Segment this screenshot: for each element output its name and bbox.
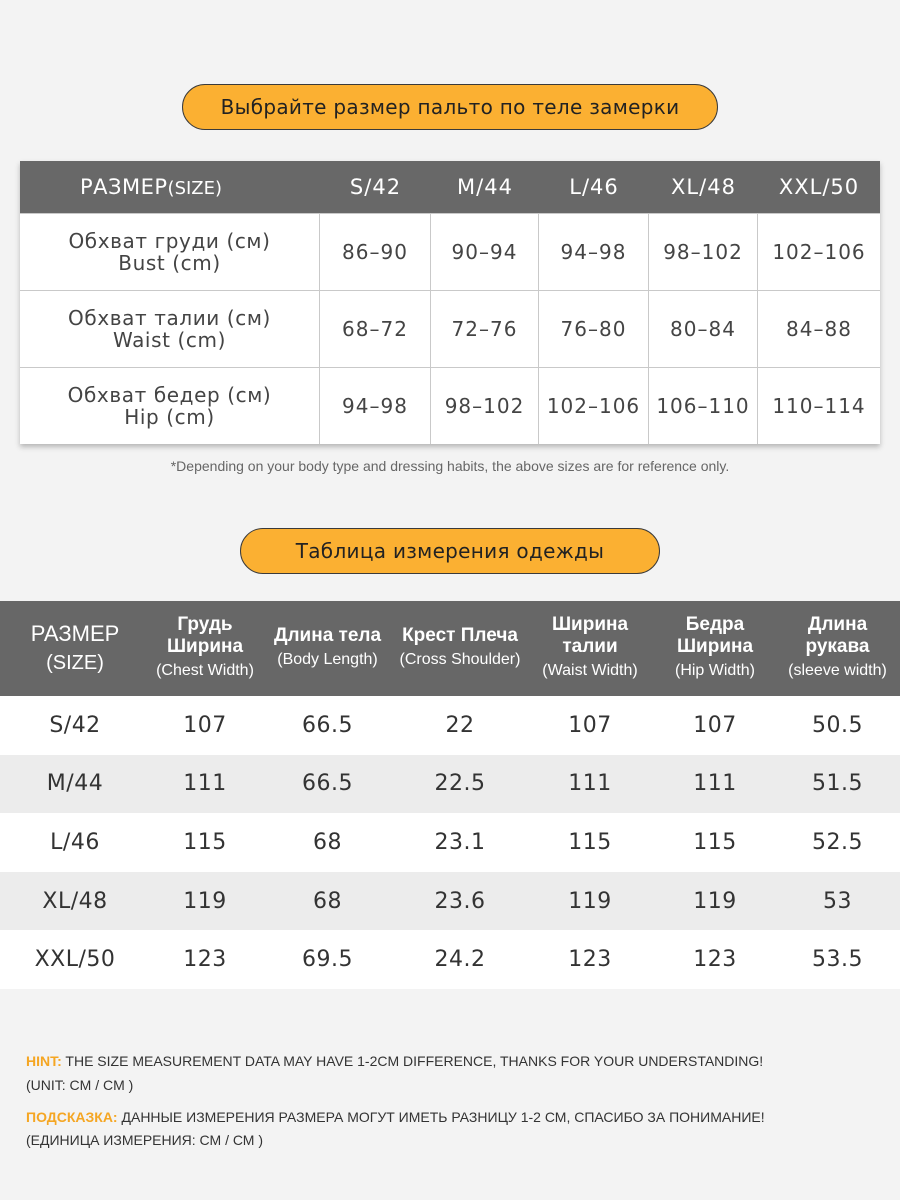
table-cell: 98–102 [649,214,758,290]
table-cell: 123 [183,947,227,973]
header-size [0,601,150,696]
hint-english [26,1053,763,1069]
header-en: (Hip Width) [674,662,755,679]
table-cell: 110–114 [772,394,866,418]
hint-tag: HINT: [26,1053,62,1069]
table-cell: 72–76 [431,291,539,367]
table-cell: 23.6 [434,888,486,914]
header-en: (SIZE) [46,652,104,674]
table-cell: 69.5 [302,947,353,973]
table-cell: 111 [183,771,227,797]
table-row [0,872,900,931]
hint-tag: ПОДСКАЗКА: [26,1109,118,1125]
table-cell: 80–84 [649,291,758,367]
size-col-l: L/46 [569,175,619,199]
size-col-xl: XL/48 [671,175,736,199]
row-label-ru: Обхват талии (см) [68,306,271,330]
table-cell: 52.5 [812,829,863,855]
size-col-xxl: XXL/50 [778,175,860,199]
garment-table-header [0,601,900,696]
header-body-length [260,601,395,696]
table-row [20,367,880,444]
table-cell: 50.5 [812,712,863,738]
hint-russian [26,1109,765,1125]
table-cell: 68 [313,888,342,914]
table-cell: 76–80 [539,291,649,367]
unit-russian: (ЕДИНИЦА ИЗМЕРЕНИЯ: СМ / СМ ) [26,1132,264,1148]
header-en: (Waist Width) [542,662,638,679]
table-cell: 68 [313,829,342,855]
table-cell: 24.2 [434,947,486,973]
table-cell: 22.5 [434,771,486,797]
table-cell: 119 [693,888,737,914]
table-cell: 107 [183,712,227,738]
table-cell: 102–106 [772,240,866,264]
table-cell: 123 [568,947,612,973]
header-chest-width [150,601,260,696]
table-row [0,813,900,872]
header-en: (Chest Width) [156,662,254,679]
table-cell: 84–88 [786,317,852,341]
table-row [20,290,880,367]
header-ru: Длина рукава [805,614,870,657]
table-cell: 68–72 [320,291,431,367]
header-en: (sleeve width) [788,662,887,679]
table-cell: 53.5 [812,947,863,973]
table-row [0,696,900,755]
size-header-en: (SIZE) [167,178,223,199]
header-ru: Длина тела [273,625,382,646]
table-cell: 106–110 [649,368,758,444]
table-row [0,755,900,814]
header-ru: Ширина талии [551,614,629,657]
table-cell: 107 [568,712,612,738]
table-cell: 94–98 [539,214,649,290]
size-col-s: S/42 [349,175,402,199]
table-cell: 115 [568,829,612,855]
unit-english: (UNIT: CM / CM ) [26,1077,134,1093]
table-cell: 53 [823,888,852,914]
table-cell: M/44 [46,771,104,797]
table-cell: 102–106 [539,368,649,444]
table-cell: L/46 [50,829,100,855]
table-cell: 107 [693,712,737,738]
header-en: (Cross Shoulder) [399,651,521,668]
garment-measurement-table [0,601,900,989]
table-row [20,213,880,290]
body-size-table-header [20,161,880,213]
header-ru: Грудь Ширина [166,614,244,657]
table-cell: 111 [568,771,612,797]
table-cell: 66.5 [302,771,353,797]
header-sleeve-length [775,601,900,696]
row-label-en: Bust (cm) [118,251,221,275]
table-cell: XL/48 [42,888,108,914]
table-cell: 119 [183,888,227,914]
table-cell: 115 [693,829,737,855]
row-label-en: Waist (cm) [112,328,226,352]
header-hip-width [655,601,775,696]
hint-text: ДАННЫЕ ИЗМЕРЕНИЯ РАЗМЕРА МОГУТ ИМЕТЬ РАЗНИЦУ 1-2 СМ, СПАСИБО ЗА ПОНИМАНИЕ! [117,1109,765,1125]
table-cell: 86–90 [320,214,431,290]
table-cell: 123 [693,947,737,973]
header-cross-shoulder [395,601,525,696]
header-ru: Бедра Ширина [676,614,754,657]
reference-note: *Depending on your body type and dressing habits, the above sizes are for reference only. [170,458,730,474]
table-cell: 22 [445,712,475,738]
header-en: (Body Length) [277,651,378,668]
hint-text: THE SIZE MEASUREMENT DATA MAY HAVE 1-2CM DIFFERENCE, THANKS FOR YOUR UNDERSTANDING! [61,1053,764,1069]
size-header-label [20,175,320,199]
measurement-banner-text: Таблица измерения одежды [295,539,605,563]
row-label-en: Hip (cm) [124,405,215,429]
header-waist-width [525,601,655,696]
row-label-ru: Обхват груди (см) [68,229,271,253]
table-cell: XXL/50 [34,947,116,973]
row-label [20,291,320,367]
table-row [0,930,900,989]
row-label [20,368,320,444]
table-cell: 51.5 [812,771,863,797]
size-banner-text: Выбрайте размер пальто по теле замерки [220,95,680,119]
row-label [20,214,320,290]
table-cell: 90–94 [431,214,539,290]
table-cell: 115 [183,829,227,855]
table-cell: 119 [568,888,612,914]
table-cell: 66.5 [302,712,353,738]
table-cell: 98–102 [431,368,539,444]
table-cell: 111 [693,771,737,797]
size-banner [182,84,718,130]
body-size-table [20,161,880,444]
table-cell: S/42 [49,712,101,738]
table-cell: 94–98 [320,368,431,444]
size-header-ru: РАЗМЕР [80,175,168,199]
row-label-ru: Обхват бедер (см) [67,383,272,407]
header-ru: РАЗМЕР [30,621,120,646]
header-ru: Крест Плеча [402,625,518,646]
table-cell: 23.1 [434,829,486,855]
size-col-m: M/44 [457,175,513,199]
measurement-banner [240,528,660,574]
